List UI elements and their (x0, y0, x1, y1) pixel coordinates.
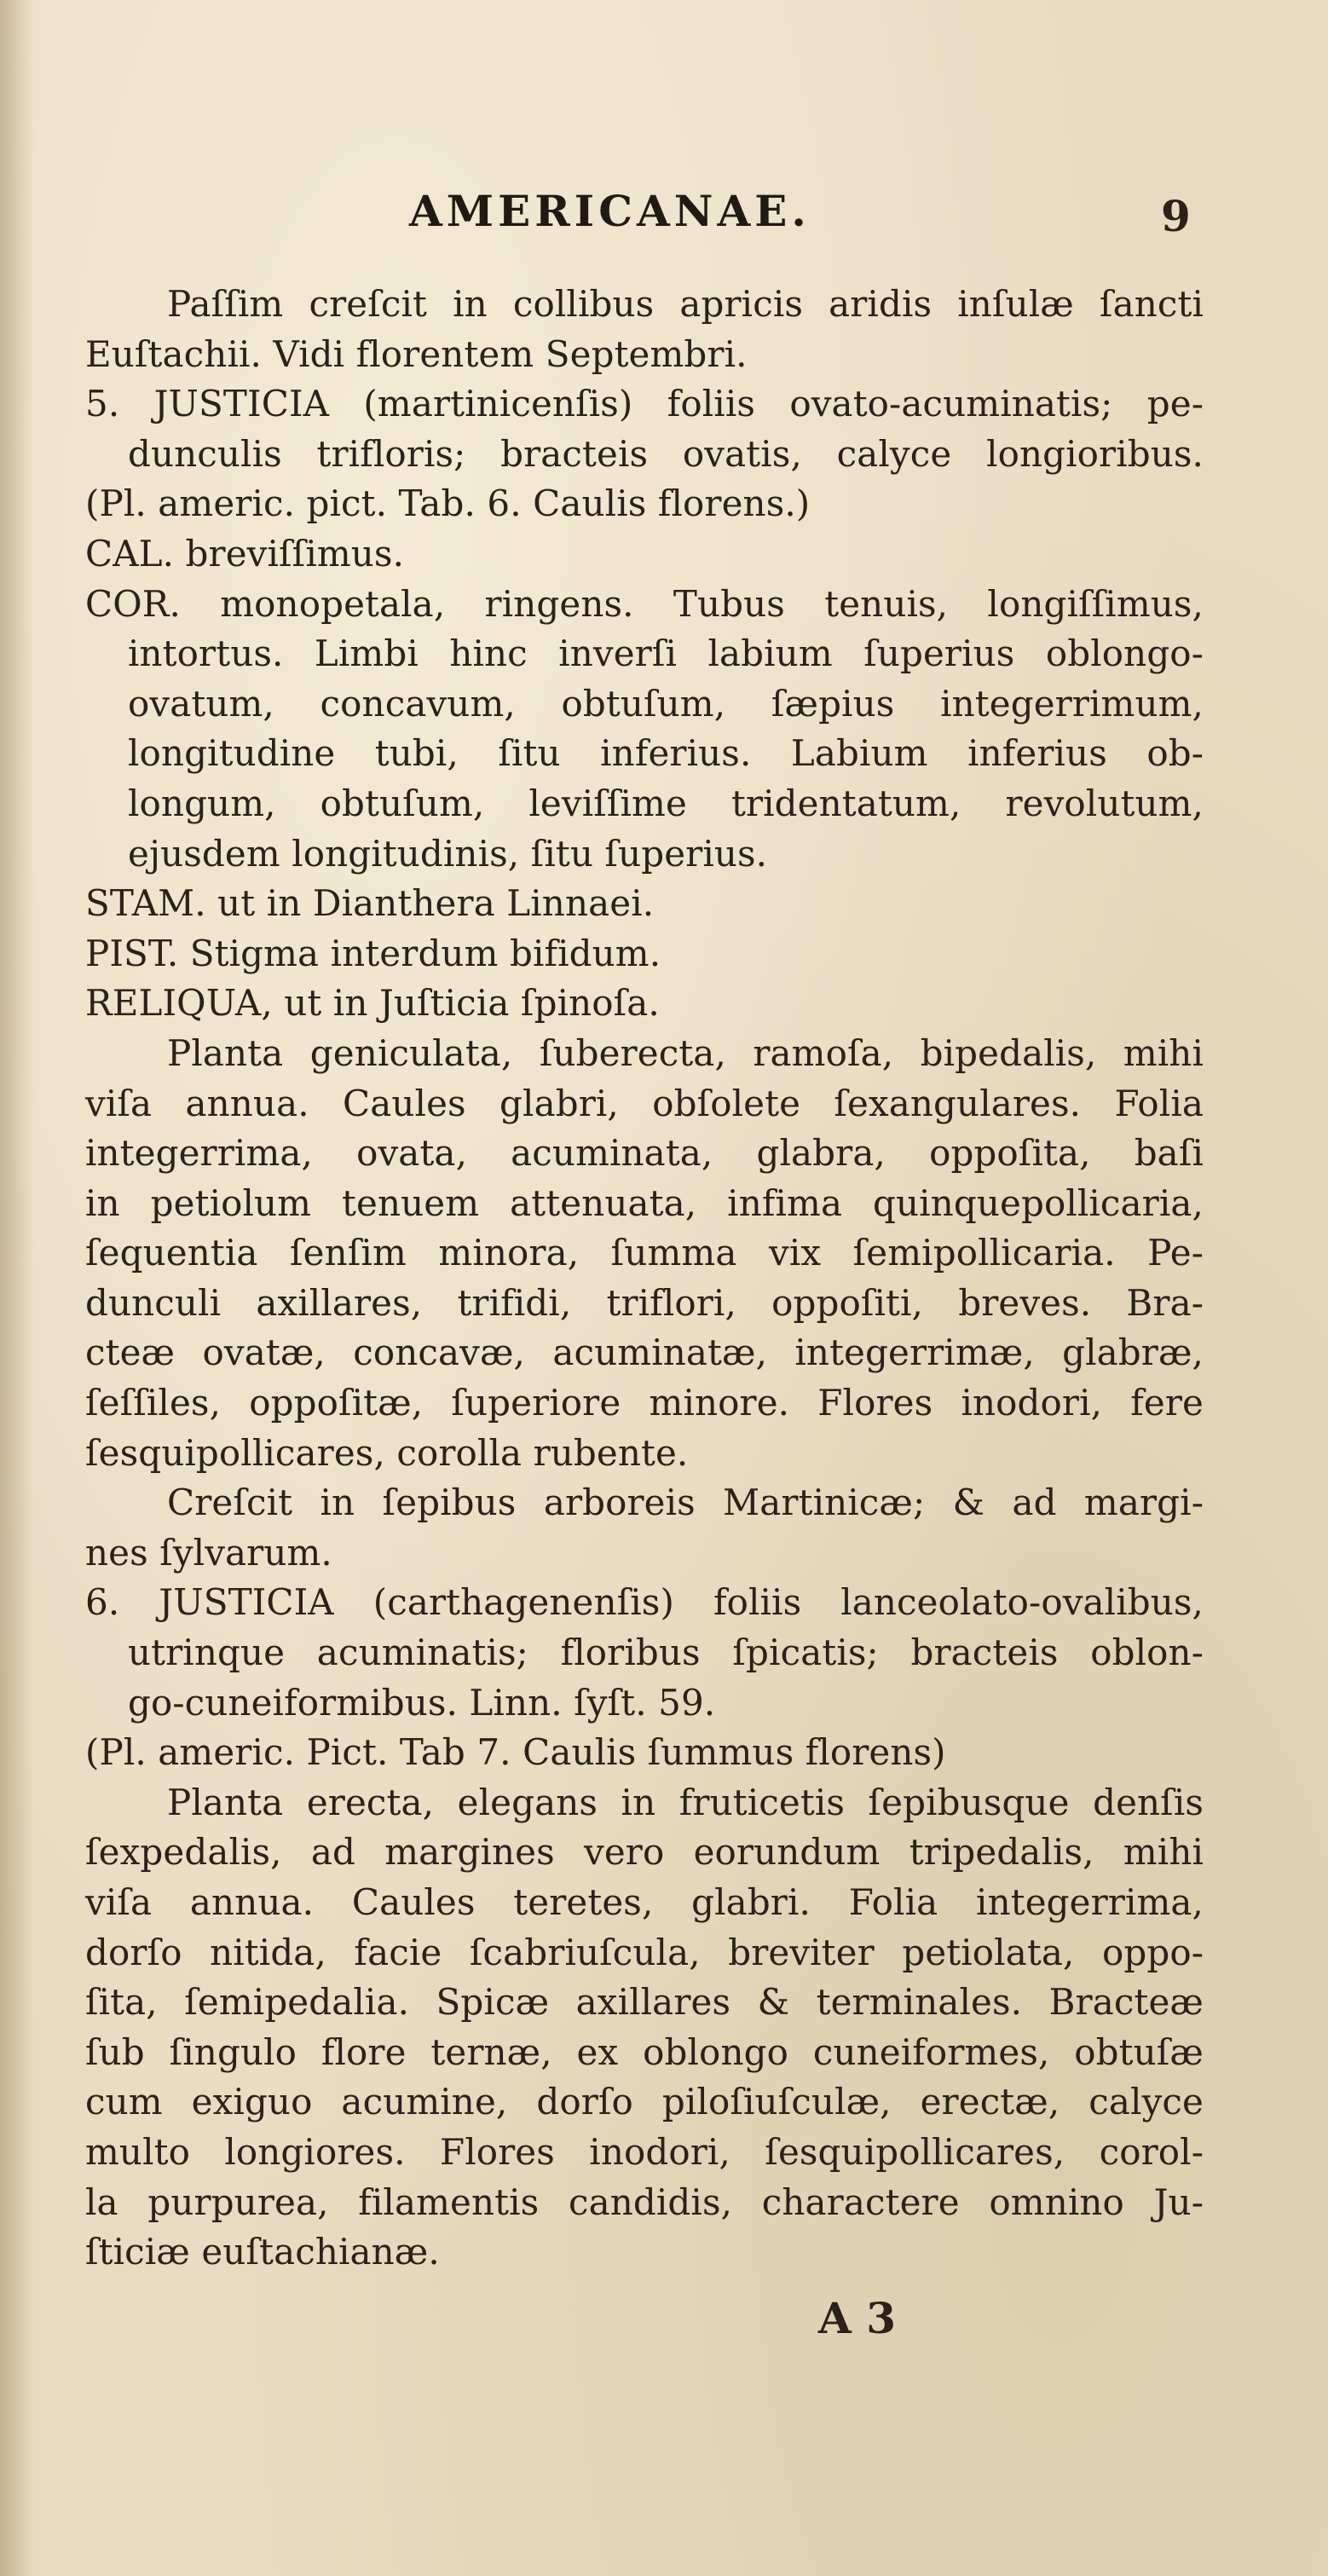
text-line: Planta geniculata, ſuberecta, ramoſa, bipedalis, mihi (167, 1031, 1204, 1074)
text-line: go-cuneiformibus. Linn. ſyſt. 59. (128, 1681, 716, 1724)
text-line: ſeſſiles, oppoſitæ, ſuperiore minore. Flores inodori, fere (85, 1382, 1204, 1424)
text-line: longum, obtuſum, leviſſime tridentatum, revolutum, (128, 782, 1204, 824)
text-line: cteæ ovatæ, concavæ, acuminatæ, integerrimæ, glabræ, (85, 1331, 1204, 1374)
text-line: ſita, ſemipedalia. Spicæ axillares & terminales. Bracteæ (85, 1981, 1204, 2024)
text-line: 5. JUSTICIA (martinicenſis) foliis ovato-acuminatis; pe- (85, 383, 1204, 425)
page-number: 9 (1161, 191, 1191, 241)
text-line: in petiolum tenuem attenuata, infima quinquepollicaria, (85, 1181, 1204, 1224)
text-line: longitudine tubi, ſitu inferius. Labium inferius ob- (128, 732, 1204, 775)
text-line: Euſtachii. Vidi florentem Septembri. (85, 332, 748, 375)
text-line: cum exiguo acumine, dorſo piloſiuſculæ, erectæ, calyce (85, 2081, 1204, 2123)
text-line: la purpurea, filamentis candidis, charactere omnino Ju- (85, 2180, 1204, 2223)
text-line: ſesquipollicares, corolla rubente. (85, 1431, 689, 1474)
text-line: CAL. breviſſimus. (85, 532, 405, 575)
text-line: ejusdem longitudinis, ſitu ſuperius. (128, 832, 768, 875)
text-line: utrinque acuminatis; floribus ſpicatis; bracteis oblon- (128, 1632, 1204, 1674)
text-line: nes ſylvarum. (85, 1531, 332, 1574)
text-line: Creſcit in ſepibus arboreis Martinicæ; & ad margi- (167, 1481, 1204, 1524)
text-line: dunculis trifloris; bracteis ovatis, calyce longioribus. (128, 432, 1204, 475)
text-line: Paſſim creſcit in collibus apricis aridis inſulæ ſancti (167, 283, 1204, 325)
text-line: integerrima, ovata, acuminata, glabra, oppoſita, baſi (85, 1132, 1204, 1175)
text-line: PIST. Stigma interdum bifidum. (85, 932, 661, 974)
signature-mark: A 3 (818, 2293, 896, 2343)
text-line: (Pl. americ. pict. Tab. 6. Caulis florens.) (85, 482, 811, 525)
page-header (0, 186, 1328, 254)
text-line: RELIQUA, ut in Juſticia ſpinoſa. (85, 982, 660, 1025)
text-line: dunculi axillares, trifidi, triflori, oppoſiti, breves. Bra- (85, 1281, 1204, 1324)
text-line: ovatum, concavum, obtuſum, ſæpius integerrimum, (128, 682, 1204, 725)
text-line: ſexpedalis, ad margines vero eorundum tripedalis, mihi (85, 1831, 1204, 1874)
text-line: viſa annua. Caules glabri, obſolete ſexangulares. Folia (85, 1082, 1204, 1124)
text-line: (Pl. americ. Pict. Tab 7. Caulis ſummus florens) (85, 1731, 946, 1774)
text-line: 6. JUSTICIA (carthagenenſis) foliis lanceolato-ovalibus, (85, 1581, 1204, 1624)
text-line: viſa annua. Caules teretes, glabri. Folia integerrima, (85, 1881, 1204, 1923)
text-line: ſticiæ euſtachianæ. (85, 2231, 440, 2273)
text-line: COR. monopetala, ringens. Tubus tenuis, longiſſimus, (85, 582, 1204, 625)
text-line: dorſo nitida, facie ſcabriuſcula, breviter petiolata, oppo- (85, 1931, 1204, 1973)
text-line: intortus. Limbi hinc inverſi labium ſuperius oblongo- (128, 632, 1204, 675)
text-line: STAM. ut in Dianthera Linnaei. (85, 882, 655, 925)
text-body (78, 280, 1204, 2278)
text-line: multo longiores. Flores inodori, ſesquipollicares, corol- (85, 2130, 1204, 2173)
text-line: ſequentia ſenſim minora, ſumma vix ſemipollicaria. Pe- (85, 1232, 1204, 1274)
page-gutter-shadow (0, 0, 34, 2576)
text-line: Planta erecta, elegans in fruticetis ſepibusque denſis (167, 1781, 1204, 1823)
running-head: AMERICANAE. (409, 186, 811, 236)
text-line: ſub ſingulo flore ternæ, ex oblongo cuneiformes, obtuſæ (85, 2030, 1204, 2073)
